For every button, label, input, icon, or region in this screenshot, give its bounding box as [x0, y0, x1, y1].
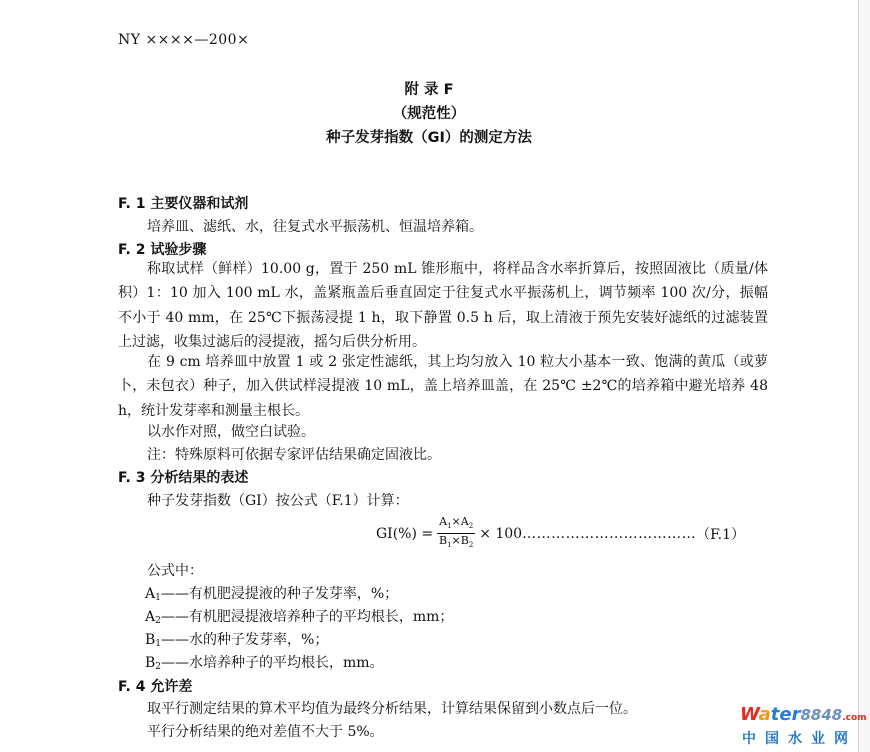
annex-type: （规范性）	[392, 106, 466, 122]
section-f1-heading: F. 1 主要仪器和试剂	[118, 196, 249, 212]
section-f2-heading: F. 2 试验步骤	[118, 242, 207, 258]
document-code-header: NY ××××—200×	[118, 32, 250, 48]
formula-lhs: GI(%) =	[376, 525, 434, 542]
annex-label: 附 录 F	[404, 82, 454, 98]
logo-wordmark: Water8848.com	[740, 704, 867, 725]
section-f1-text: 培养皿、滤纸、水，往复式水平振荡机、恒温培养箱。	[147, 219, 483, 235]
formula-leader-dots: ………………………………	[522, 525, 697, 542]
formula-f1	[376, 515, 745, 552]
variable-definition: $B_1——$水的种子发芽率，%；	[145, 632, 329, 649]
section-f3-intro: 种子发芽指数（GI）按公式（F.1）计算：	[147, 493, 409, 509]
section-f3-heading: F. 3 分析结果的表述	[118, 470, 249, 486]
section-f4-paragraph-1: 取平行测定结果的算术平均值为最终分析结果，计算结果保留到小数点后一位。	[147, 701, 637, 717]
section-f4-paragraph-2: 平行分析结果的绝对差值不大于 5%。	[147, 724, 384, 740]
section-f2-note: 注：特殊原料可依据专家评估结果确定固液比。	[147, 447, 441, 463]
section-f4-heading: F. 4 允许差	[118, 679, 193, 695]
variable-definition: $A_1——$有机肥浸提液的种子发芽率，%；	[145, 586, 399, 603]
section-f2-paragraph-1: 称取试样（鲜样）10.00 g，置于 250 mL 锥形瓶中，将样品含水率折算后，按照固液比（质量/体积）1：10 加入 100 mL 水，盖紧瓶盖后垂直固定于往复式水平振荡机上，调节频率 100 次/分，振幅不小于 40 mm，在 25℃下振荡浸提 1 h，取下静置 0.5 h 后，取上清液于预先安装好滤纸的过滤装置上过滤，收集过滤后的浸提液，摇匀后供分析用。	[118, 261, 768, 351]
formula-fraction	[437, 515, 475, 552]
variable-definition: $A_2——$有机肥浸提液培养种子的平均根长，mm；	[145, 609, 454, 626]
annex-title: 种子发芽指数（GI）的测定方法	[326, 130, 532, 146]
formula-number: （F.1）	[696, 526, 745, 543]
section-f2-paragraph-3: 以水作对照，做空白试验。	[147, 424, 315, 440]
formula-denominator: $B_1\times B_2$	[438, 534, 474, 550]
logo-chinese-name: 中国水业网	[742, 731, 857, 747]
formula-where-label: 公式中：	[147, 563, 203, 579]
formula-numerator: $A_1\times A_2$	[437, 515, 475, 534]
section-f2-paragraph-2: 在 9 cm 培养皿中放置 1 或 2 张定性滤纸，其上均匀放入 10 粒大小基本一致、饱满的黄瓜（或萝卜，未包衣）种子，加入供试样浸提液 10 mL，盖上培养皿盖，在 25℃ ±2℃的培养箱中避光培养 48 h，统计发芽率和测量主根长。	[118, 354, 768, 419]
variable-definition: $B_2——$水培养种子的平均根长，mm。	[145, 655, 384, 672]
water8848-logo	[740, 704, 867, 748]
formula-multiplier: × 100	[479, 525, 523, 542]
